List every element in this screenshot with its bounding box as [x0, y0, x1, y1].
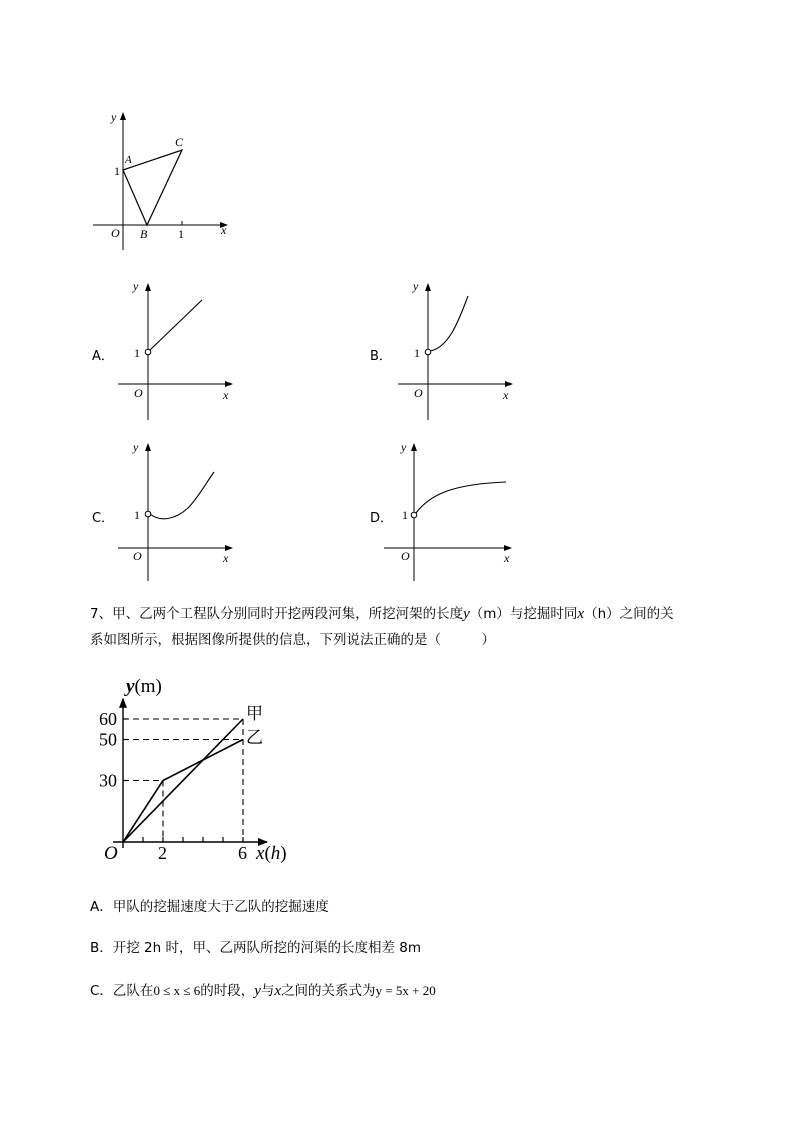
origin-label: O [414, 386, 423, 400]
origin-label: O [104, 843, 118, 864]
answer-c-var-y: y [254, 983, 261, 999]
q7-var-x: x [577, 606, 585, 622]
q7-text-b: （m）与挖掘时同 [469, 606, 578, 622]
axis-y-label: y [401, 440, 407, 454]
axis-x-label: x [503, 388, 509, 402]
origin-label: O [134, 386, 143, 400]
point-c-label: C [175, 135, 184, 149]
curve [150, 300, 202, 350]
tick-label: 1 [134, 346, 140, 360]
open-point [145, 511, 151, 517]
series-jia-label: 甲 [246, 704, 263, 723]
answer-b: B．开挖 2h 时，甲、乙两队所挖的河渠的长度相差 8m [90, 940, 422, 956]
question-7-line-1 [90, 601, 674, 627]
answer-c-prefix: C．乙队在 [90, 983, 154, 999]
axis-y-label: y [133, 279, 139, 293]
origin-label: O [401, 549, 410, 563]
axis-y-label: y [413, 279, 419, 293]
plot-area [99, 699, 267, 863]
origin-label: O [133, 549, 142, 563]
open-point [411, 512, 417, 518]
curve [416, 482, 506, 513]
q7-text-c: （h）之间的关 [584, 606, 674, 622]
point-a-label: A [125, 154, 132, 166]
axis-y-label: y [111, 110, 117, 124]
tick-label: 1 [134, 508, 140, 522]
axis-x-label: x [504, 551, 510, 565]
question-7-line-2: 系如图所示，根据图像所提供的信息，下列说法正确的是（ ） [90, 632, 495, 648]
y-axis-label: y(m) [126, 676, 162, 697]
tick-x-label: 1 [178, 227, 184, 241]
option-b-label: B． [370, 349, 392, 364]
option-a-label: A． [92, 349, 114, 364]
point-b-label: B [140, 227, 148, 241]
x-tick-label: 6 [238, 843, 247, 863]
option-b-graph [390, 278, 520, 423]
q7-var-y: y [463, 606, 470, 622]
axis-y-label: y [133, 440, 139, 454]
tick-y-label: 1 [114, 164, 120, 178]
series-jia-line [123, 719, 243, 842]
y-tick-label: 30 [99, 770, 117, 791]
answer-c-mid1: 的时段， [200, 983, 255, 999]
answer-c-formula: y = 5x + 20 [375, 983, 436, 998]
open-point [425, 349, 431, 355]
answer-c-mid3: 之间的关系式为 [281, 983, 376, 999]
series-yi-label: 乙 [246, 728, 263, 747]
answer-a: A．甲队的挖掘速度大于乙队的挖掘速度 [90, 899, 329, 915]
axis-x-label: x [223, 551, 229, 565]
x-tick-label: 2 [158, 843, 167, 863]
option-c-label: C． [92, 511, 115, 526]
option-d-graph [376, 438, 521, 583]
tick-label: 1 [414, 346, 420, 360]
answer-c-inequality: 0 ≤ x ≤ 6 [153, 983, 201, 998]
tick-label: 1 [402, 508, 408, 522]
series-yi-line [123, 740, 243, 843]
option-c-graph [110, 438, 240, 583]
q7-chart [90, 672, 310, 872]
answer-c-var-x: x [274, 983, 282, 999]
triangle-abc [123, 150, 182, 225]
triangle-figure [85, 105, 240, 255]
axis-x-label: x [221, 223, 227, 237]
q7-text-a: 7、甲、乙两个工程队分别同时开挖两段河集，所挖河架的长度 [90, 606, 464, 622]
curve [150, 472, 214, 519]
x-axis-label: x(h) [256, 843, 287, 864]
option-a-graph [110, 278, 240, 423]
y-tick-label: 50 [99, 729, 117, 750]
origin-label: O [111, 226, 120, 240]
answer-c-mid2: 与 [260, 983, 275, 999]
curve [430, 296, 468, 351]
axis-x-label: x [223, 388, 229, 402]
option-d-label: D． [370, 511, 394, 526]
answer-c [90, 978, 436, 1004]
y-tick-label: 60 [99, 709, 117, 729]
open-point [145, 349, 151, 355]
